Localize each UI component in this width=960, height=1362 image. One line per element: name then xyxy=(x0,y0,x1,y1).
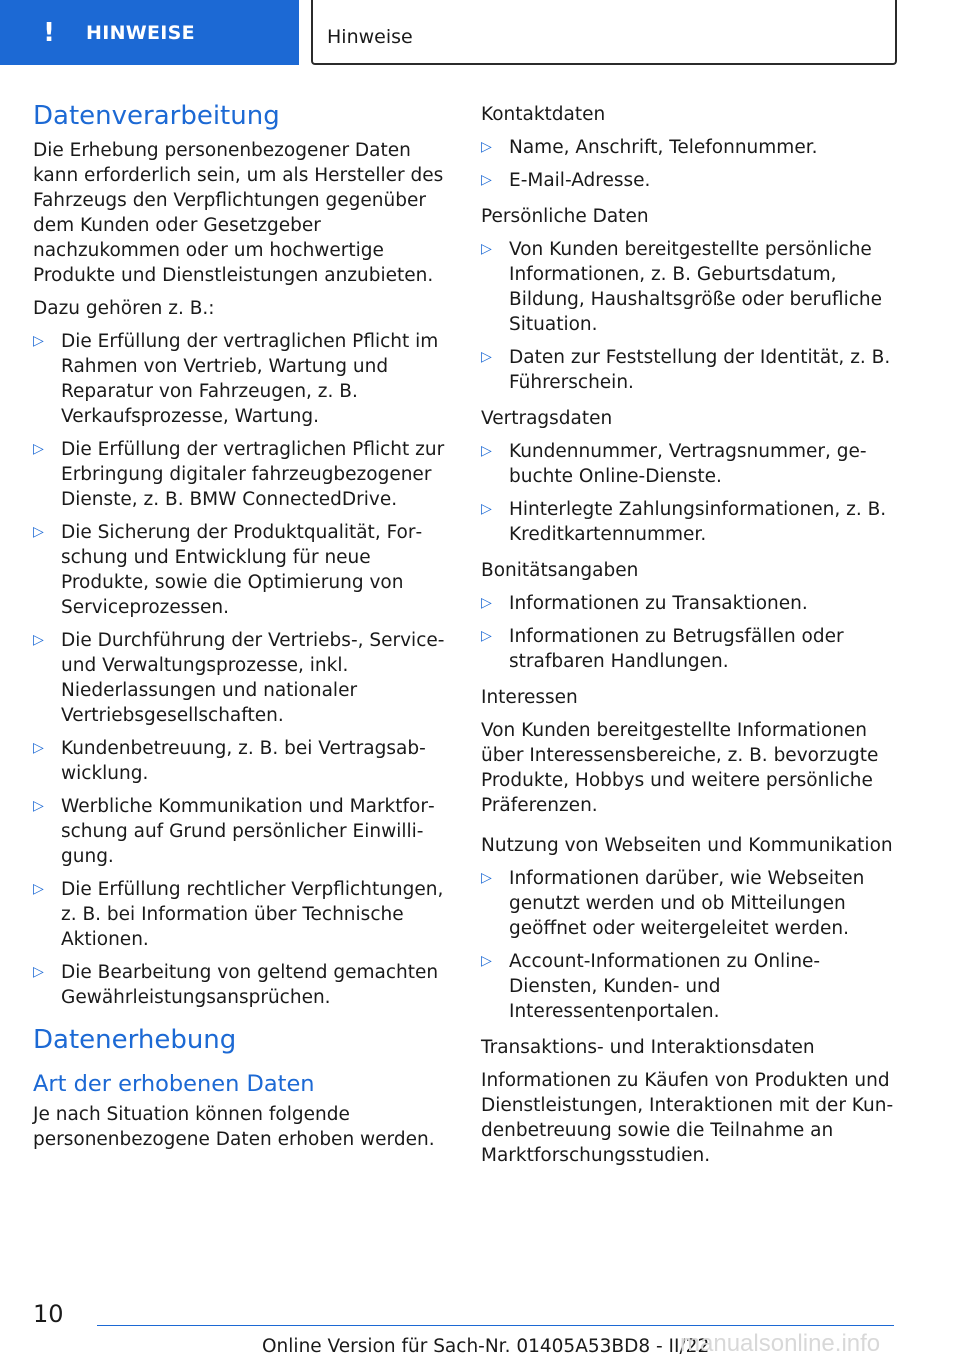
heading-nutzung: Nutzung von Webseiten und Kommunikation xyxy=(481,835,893,856)
heading-art-der-daten: Art der erhobenen Daten xyxy=(33,1071,315,1097)
list-item: ▷ E-Mail-Adresse. xyxy=(481,170,651,191)
heading-datenverarbeitung: Datenverarbeitung xyxy=(33,101,280,131)
list-item: ▷ Die Erfüllung der vertraglichen Pflicht im Rahmen von Vertrieb, Wartung und Reparatur von Fahrzeugen, z. B. Verkaufsprozesse, Wartung. xyxy=(33,331,439,427)
triangle-bullet-icon: ▷ xyxy=(481,870,492,886)
triangle-bullet-icon: ▷ xyxy=(33,740,44,756)
vertrag-list xyxy=(481,439,897,547)
purpose-list xyxy=(33,329,447,1010)
heading-interessen: Interessen xyxy=(481,687,578,708)
triangle-bullet-icon: ▷ xyxy=(33,441,44,457)
triangle-bullet-icon: ▷ xyxy=(481,628,492,644)
paragraph-dazu: Dazu gehören z. B.: xyxy=(33,298,215,319)
page-number: 10 xyxy=(33,1300,64,1328)
list-item: ▷ Informationen zu Transaktionen. xyxy=(481,593,808,614)
list-item: ▷ Die Erfüllung rechtlicher Verpflichtungen, z. B. bei Information über Technische Aktionen. xyxy=(33,879,444,950)
paragraph-intro: Die Erhebung personenbezogener Daten kann erforderlich sein, um als Hersteller des Fahrzeugs den Verpflichtungen gegenüber dem Kunden oder Gesetzgeber nachzukommen oder um hochwertige Produkte und Dienstleistungen anzubieten. xyxy=(33,140,444,286)
list-item: ▷ Hinterlegte Zahlungsinformationen, z. B. Kreditkartennummer. xyxy=(481,499,887,545)
triangle-bullet-icon: ▷ xyxy=(481,139,492,155)
list-item: ▷ Account-Informationen zu Online-Diensten, Kunden- und Interessentenportalen. xyxy=(481,951,821,1022)
left-column xyxy=(33,100,447,1160)
list-item: ▷ Name, Anschrift, Telefonnummer. xyxy=(481,137,818,158)
heading-persoenliche-daten: Persönliche Daten xyxy=(481,206,649,227)
paragraph-transaktion: Informationen zu Käufen von Produkten und Dienstleistungen, Interaktionen mit der Kundenbetreuung sowie die Teilnahme an Marktforschungsstudien. xyxy=(481,1070,894,1166)
nutzung-list xyxy=(481,866,897,1024)
right-column xyxy=(481,103,897,1176)
list-item: ▷ Informationen darüber, wie Webseiten genutzt werden und ob Mitteilungen geöffnet oder weitergeleitet werden. xyxy=(481,868,865,939)
heading-bonitaetsangaben: Bonitätsangaben xyxy=(481,560,639,581)
list-item: ▷ Die Bearbeitung von geltend gemachten Gewährleistungsansprüchen. xyxy=(33,962,439,1008)
heading-kontaktdaten: Kontaktdaten xyxy=(481,104,606,125)
footer-divider xyxy=(97,1325,894,1326)
list-item: ▷ Die Erfüllung der vertraglichen Pflicht zur Erbringung digitaler fahrzeugbezogener Dienste, z. B. BMW ConnectedDrive. xyxy=(33,439,445,510)
footer-version-text: Online Version für Sach-Nr. 01405A53BD8 - II/22 xyxy=(262,1336,710,1357)
watermark-logo: manualsonline.info xyxy=(680,1330,881,1357)
list-item: ▷ Kundenbetreuung, z. B. bei Vertragsabwicklung. xyxy=(33,738,426,784)
triangle-bullet-icon: ▷ xyxy=(33,881,44,897)
paragraph-interessen: Von Kunden bereitgestellte Informationen über Interessensbereiche, z. B. bevorzugte Produkte, Hobbys und weitere persönliche Präferenzen. xyxy=(481,720,879,816)
list-item: ▷ Daten zur Feststellung der Identität, z. B. Führerschein. xyxy=(481,347,891,393)
chapter-title: Hinweise xyxy=(327,26,413,48)
triangle-bullet-icon: ▷ xyxy=(481,501,492,517)
list-item: ▷ Informationen zu Betrugsfällen oder strafbaren Handlungen. xyxy=(481,626,844,672)
heading-transaktionsdaten: Transaktions- und Interaktionsdaten xyxy=(481,1037,815,1058)
exclamation-icon: ! xyxy=(43,17,55,48)
triangle-bullet-icon: ▷ xyxy=(33,798,44,814)
triangle-bullet-icon: ▷ xyxy=(481,953,492,969)
chapter-tab-label: HINWEISE xyxy=(86,21,195,44)
triangle-bullet-icon: ▷ xyxy=(481,443,492,459)
heading-vertragsdaten: Vertragsdaten xyxy=(481,408,613,429)
triangle-bullet-icon: ▷ xyxy=(33,964,44,980)
list-item: ▷ Die Sicherung der Produktqualität, Forschung und Entwicklung für neue Produkte, sowie die Optimierung von Serviceprozessen. xyxy=(33,522,423,618)
triangle-bullet-icon: ▷ xyxy=(481,241,492,257)
triangle-bullet-icon: ▷ xyxy=(481,172,492,188)
list-item: ▷ Kundennummer, Vertragsnummer, gebuchte Online-Dienste. xyxy=(481,441,867,487)
triangle-bullet-icon: ▷ xyxy=(481,349,492,365)
kontakt-list xyxy=(481,135,897,193)
triangle-bullet-icon: ▷ xyxy=(481,595,492,611)
list-item: ▷ Von Kunden bereitgestellte persönliche Informationen, z. B. Geburtsdatum, Bildung, Haushaltsgröße oder berufliche Situation. xyxy=(481,239,883,335)
bonitaet-list xyxy=(481,591,897,674)
paragraph-situation: Je nach Situation können folgende personenbezogene Daten erhoben werden. xyxy=(33,1104,435,1150)
triangle-bullet-icon: ▷ xyxy=(33,632,44,648)
chapter-title-box xyxy=(311,0,897,65)
chapter-tab xyxy=(0,0,299,65)
triangle-bullet-icon: ▷ xyxy=(33,524,44,540)
persoenlich-list xyxy=(481,237,897,395)
list-item: ▷ Die Durchführung der Vertriebs-, Service- und Verwaltungsprozesse, inkl. Niederlassungen und nationaler Vertriebsgesellschaften. xyxy=(33,630,445,726)
heading-datenerhebung: Datenerhebung xyxy=(33,1025,237,1055)
list-item: ▷ Werbliche Kommunikation und Marktforschung auf Grund persönlicher Einwilligung. xyxy=(33,796,435,867)
triangle-bullet-icon: ▷ xyxy=(33,333,44,349)
